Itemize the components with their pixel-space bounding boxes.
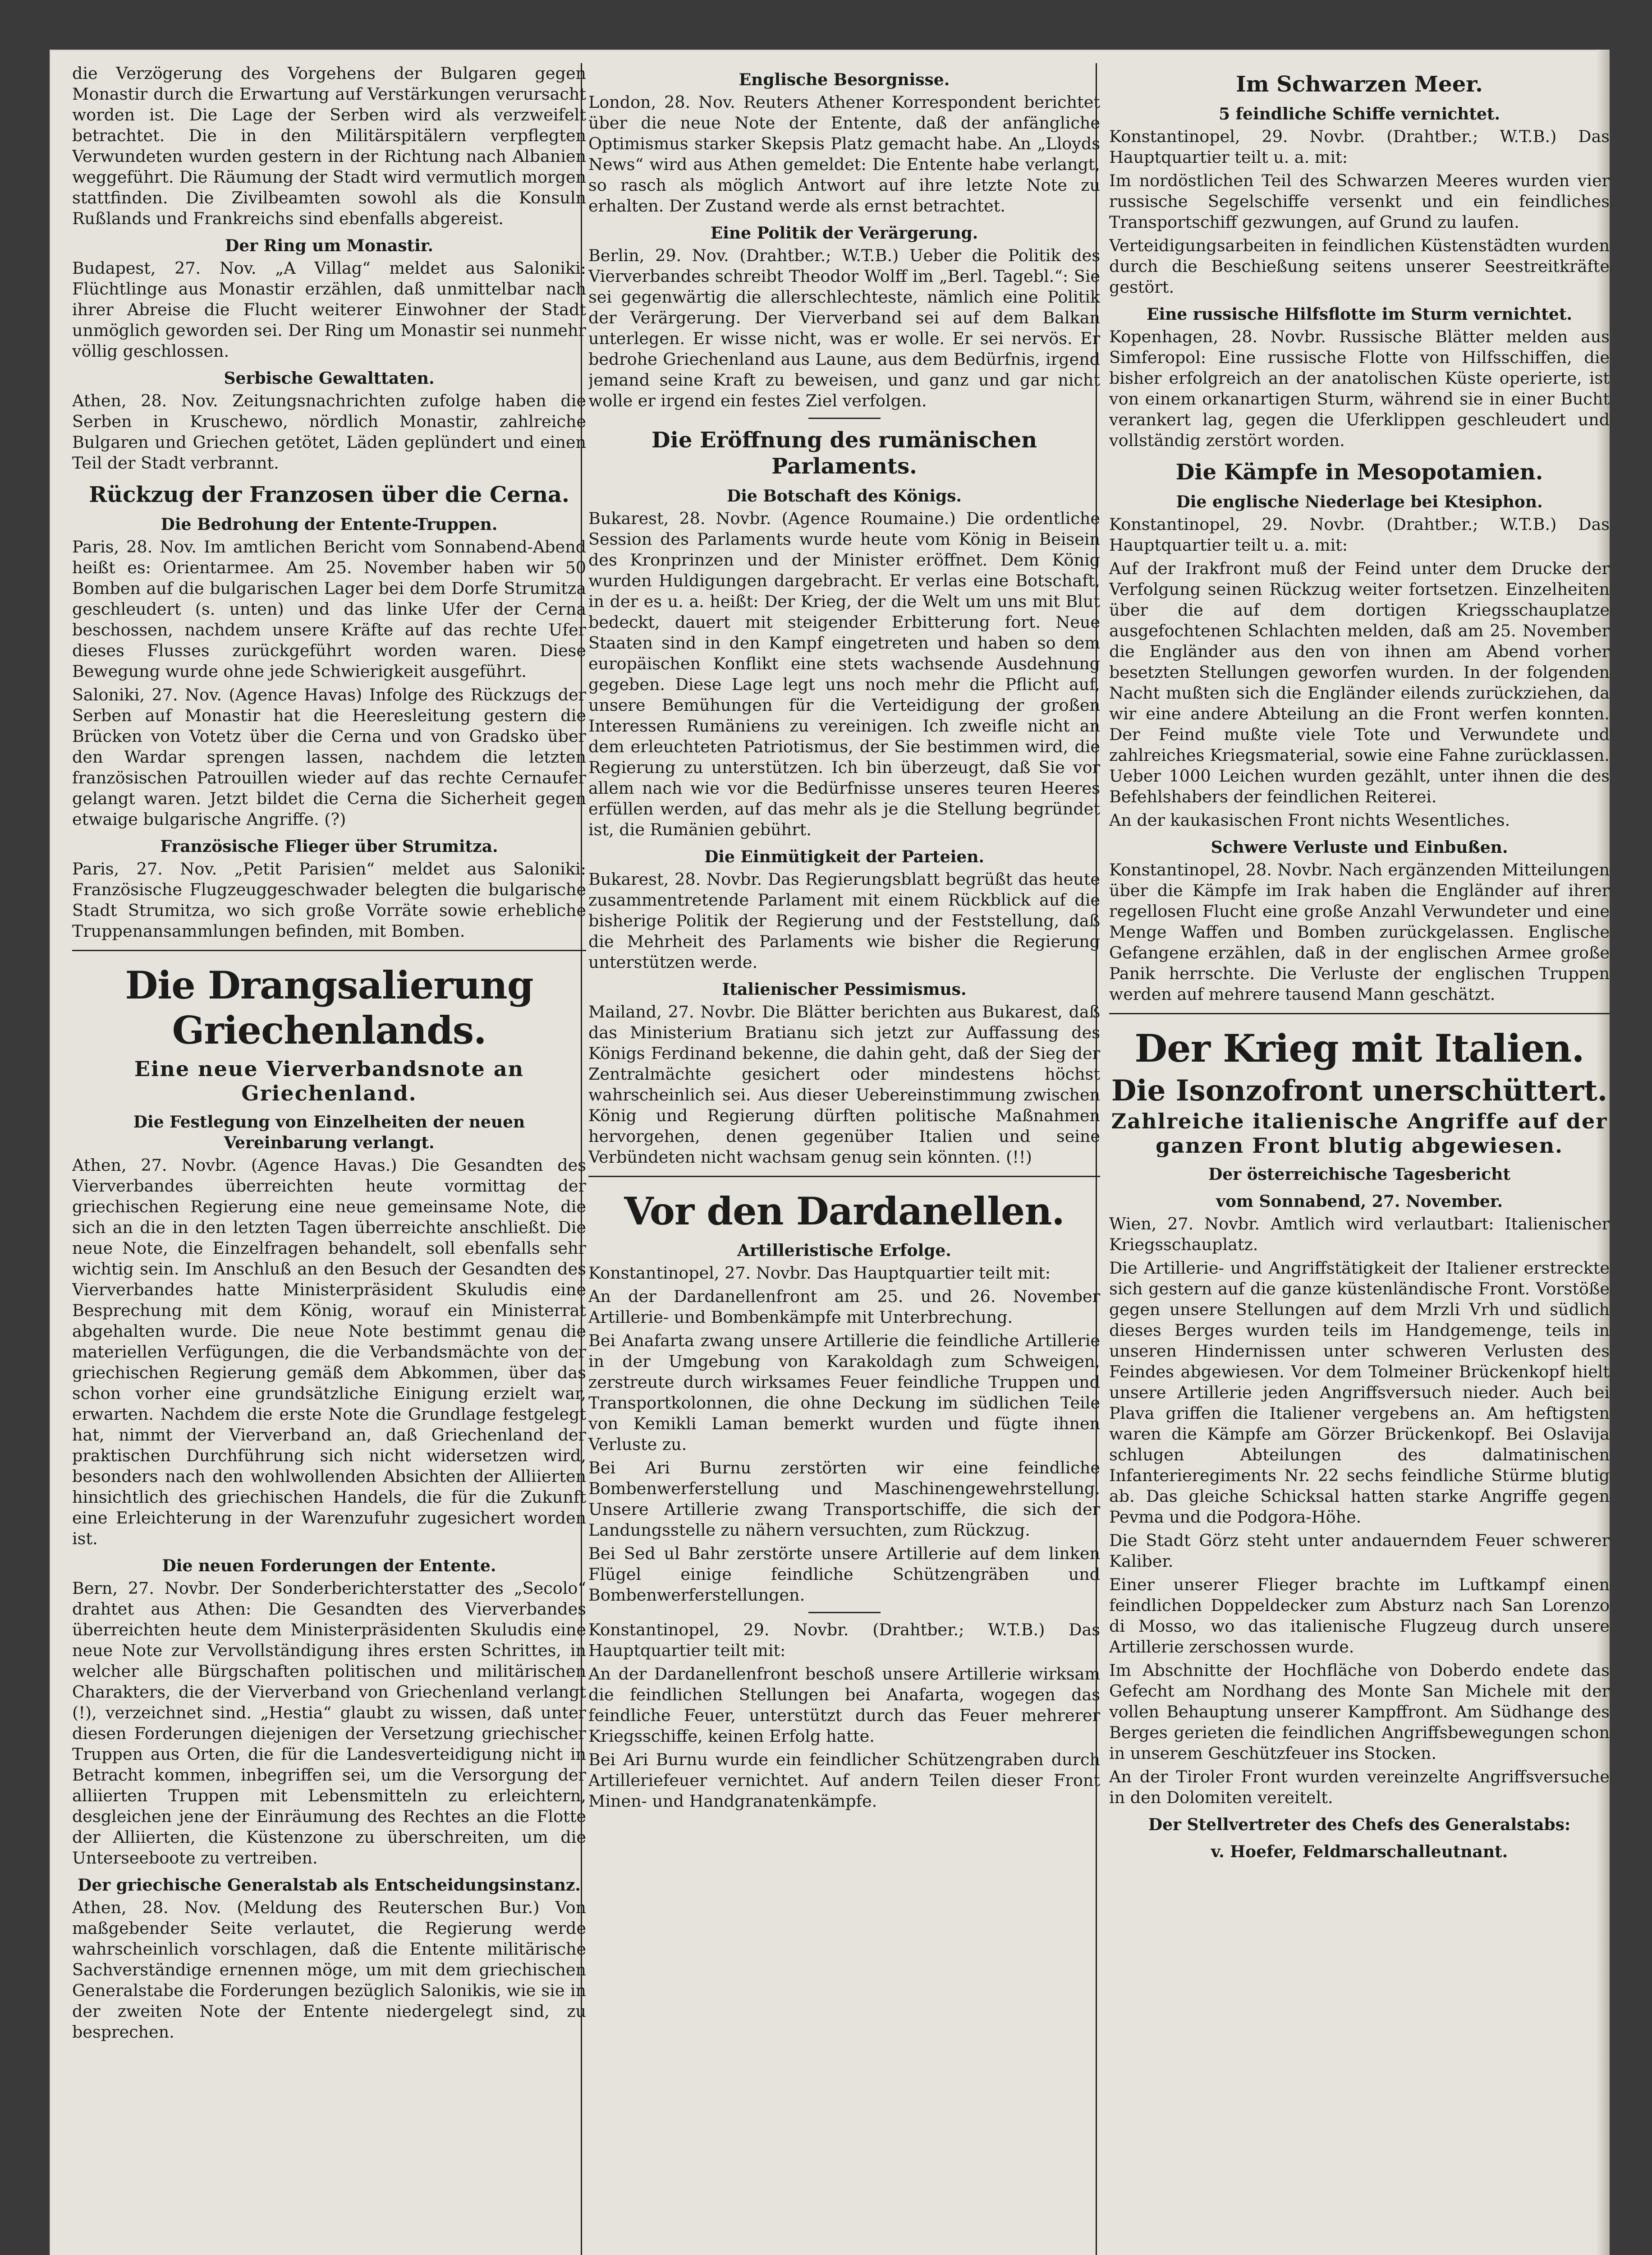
dardanellen-title: Vor den Dardanellen. <box>624 1189 1065 1233</box>
flotte-text: Kopenhagen, 28. Novbr. Russische Blätter melden aus Simferopol: Eine russische Flotte von Hilfsschiffen, die bisher erfolgreich an der anatolischen Küste operierte, ist von einem orkanartigen Sturm, während sie in einer Bucht verankert lag, gegen die Uferklippen geschleudert und vollständig zerstört worden. <box>1109 327 1610 450</box>
signature-line-2: v. Hoefer, Feldmarschalleutnant. <box>1211 1842 1508 1861</box>
dard-text-1: Konstantinopel, 27. Novbr. Das Hauptquartier teilt mit: <box>588 1263 1051 1283</box>
threat-heading: Die Bedrohung der Entente-Truppen. <box>161 515 498 534</box>
rum-heading: Die Eröffnung des rumänischen Parlaments. <box>652 428 1037 479</box>
dard-text-2: An der Dardanellenfront am 25. und 26. November Artillerie- und Bombenkämpfe mit Unterbrechung. <box>588 1287 1100 1327</box>
it-text-6: An der Tiroler Front wurden vereinzelte Angriffsversuche in den Dolomiten vereitelt. <box>1109 1767 1610 1807</box>
retreat-heading: Rückzug der Franzosen über die Cerna. <box>89 482 569 507</box>
pol-text: Berlin, 29. Nov. (Drahtber.; W.T.B.) Ueber die Politik des Vierverbandes schreibt Theodor Wolff im „Berl. Tagebl.“: Sie sei gegenwärtig die allerschlechteste, nämlich eine Politik der Verärgerung. Der Vierverband sei auf dem Balkan unterlegen. Er wisse nicht, was er wolle. Er sei nervös. Er bedrohe Griechenland aus Laune, aus dem Bedürfnis, irgend jemand seine Kraft zu beweisen, und ganz und gar nicht wolle er irgend ein festes Ziel verfolgen. <box>588 246 1100 410</box>
meso-text-3: An der kaukasischen Front nichts Wesentliches. <box>1109 810 1510 830</box>
meso-heading: Die Kämpfe in Mesopotamien. <box>1175 460 1543 485</box>
meer-subheading: 5 feindliche Schiffe vernichtet. <box>1218 105 1501 124</box>
flieger-text: Paris, 27. Nov. „Petit Parisien“ meldet aus Saloniki: Französische Flugzeuggeschwader belegten die bulgarische Stadt Strumitza, wo sich große Vorräte sowie erhebliche Truppenansammlungen befinden, mit Bomben. <box>72 859 586 941</box>
signature-line-1: Der Stellvertreter des Chefs des Generalstabs: <box>1148 1815 1571 1834</box>
oest-date: vom Sonnabend, 27. November. <box>1216 1192 1503 1211</box>
divider <box>72 950 586 951</box>
ein-heading: Die Einmütigkeit der Parteien. <box>704 847 984 866</box>
flieger-heading: Französische Flieger über Strumitza. <box>160 837 498 856</box>
ein-text: Bukarest, 28. Novbr. Das Regierungsblatt begrüßt das heute zusammentretende Parlament mit einem Rückblick auf die bisherige Politik der Regierung und der Feststellung, daß die Mehrheit des Parlaments wie bisher die Regierung unterstützen werde. <box>588 870 1100 972</box>
dard-text-3: Bei Anafarta zwang unsere Artillerie die feindliche Artillerie in der Umgebung von Karakoldagh zum Schweigen, zerstreute durch wirksames Feuer feindliche Truppen und Transportkolonnen, die ohne Deckung im südlichen Teile von Kemikli Laman bemerkt wurden und fügte ihnen Verluste zu. <box>588 1331 1100 1454</box>
meso-text-2: Auf der Irakfront muß der Feind unter dem Drucke der Verfolgung seinen Rückzug weiter fortsetzen. Einzelheiten über die auf dem dortigen Kriegsschauplatze ausgefochtenen Schlachten melden, daß am 25. November die Engländer aus den von ihnen am Abend vorher besetzten Stellungen geworfen wurden. In der folgenden Nacht mußten sich die Engländer eilends zurückziehen, da wir eine andere Abteilung an die Front werfen konnten. Der Feind mußte viele Tote und Verwundete und zahlreiches Kriegsmaterial, sowie eine Fahne zurücklassen. Ueber 1000 Leichen wurden gezählt, unter ihnen die des Befehlshabers der feindlichen Reiterei. <box>1109 559 1610 806</box>
pol-heading: Eine Politik der Verärgerung. <box>710 224 978 243</box>
neue-heading: Die neuen Forderungen der Entente. <box>162 1556 496 1575</box>
column-3 <box>1109 63 1610 2255</box>
oest-heading: Der österreichische Tagesbericht <box>1208 1165 1510 1184</box>
dard-text-7: An der Dardanellenfront beschoß unsere Artillerie wirksam die feindlichen Stellungen bei Anafarta, wogegen das feindliche Feuer, unterstützt durch das Feuer mehrerer Kriegsschiffe, keinen Erfolg hatte. <box>588 1664 1100 1746</box>
divider <box>808 1612 881 1613</box>
divider <box>588 1176 1100 1177</box>
schwer-heading: Schwere Verluste und Einbußen. <box>1211 838 1508 857</box>
dard-text-4: Bei Ari Burnu zerstörten wir eine feindliche Bombenwerferstellung und Maschinengewehrstellung. Unsere Artillerie zwang Transportschiffe, die sich der Landungsstelle zu nähern versuchten, zum Rückzug. <box>588 1458 1100 1540</box>
serb-text: Athen, 28. Nov. Zeitungsnachrichten zufolge haben die Serben in Kruschewo, nördlich Monastir, zahlreiche Bulgaren und Griechen getötet, Läden geplündert und einen Teil der Stadt verbrannt. <box>72 391 586 473</box>
column-2 <box>588 63 1100 2255</box>
krieg-title: Der Krieg mit Italien. <box>1134 1026 1584 1071</box>
intro-text: die Verzögerung des Vorgehens der Bulgaren gegen Monastir durch die Erwartung auf Verstärkungen verursacht worden ist. Die Lage der Serben wird als verzweifelt betrachtet. Die in den Militärspitälern verpflegten Verwundeten wurden gestern in der Richtung nach Albanien weggeführt. Die Räumung der Stadt wird vermutlich morgen stattfinden. Die Zivilbeamten sowohl als die Konsuln Rußlands und Frankreichs sind ebenfalls abgereist. <box>72 64 586 228</box>
column-1 <box>72 63 586 2255</box>
zahl-heading: Zahlreiche italienische Angriffe auf der ganzen Front blutig abgewiesen. <box>1111 1109 1608 1158</box>
meer-text-2: Im nordöstlichen Teil des Schwarzen Meeres wurden vier russische Segelschiffe versenkt und ein feindliches Transportschiff gezwungen, auf Grund zu laufen. <box>1109 171 1610 232</box>
dard-text-5: Bei Sed ul Bahr zerstörte unsere Artillerie auf dem linken Flügel einige feindliche Schützengräben und Bombenwerferstellungen. <box>588 1544 1100 1605</box>
serb-heading: Serbische Gewalttaten. <box>224 369 435 388</box>
neue-text: Bern, 27. Novbr. Der Sonderberichterstatter des „Secolo“ drahtet aus Athen: Die Gesandten des Vierverbandes überreichten heute dem Ministerpräsidenten Skuludis eine neue Note zur Vervollständigung ihres ersten Schrittes, in welcher alle Bürgschaften politischen und militärischen Charakters, die der Vierverband von Griechenland verlangt (!), verzeichnet sind. „Hestia“ glaubt zu wissen, daß unter diesen Forderungen diejenigen der Versetzung griechischer Truppen aus Orten, die für die Landesverteidigung nicht in Betracht kommen, inbegriffen sei, um die Versorgung der alliierten Truppen mit Lebensmitteln zu erleichtern, desgleichen jene der Einräumung des Rechtes an die Flotte der Alliierten, die Küstenzone zu überschreiten, um die Unterseeboote zu vertreiben. <box>72 1578 586 1868</box>
ring-text: Budapest, 27. Nov. „A Villag“ meldet aus Saloniki: Flüchtlinge aus Monastir erzählen, daß unmittelbar nach ihrer Abreise die Flucht weiterer Einwohner der Stadt unmöglich geworden sei. Der Ring um Monastir sei nunmehr völlig geschlossen. <box>72 258 586 361</box>
meer-text-3: Verteidigungsarbeiten in feindlichen Küstenstädten wurden durch die Beschießung seitens unserer Seestreitkräfte gestört. <box>1109 236 1610 297</box>
dard-text-6: Konstantinopel, 29. Novbr. (Drahtber.; W.T.B.) Das Hauptquartier teilt mit: <box>588 1620 1100 1660</box>
eng-heading: Englische Besorgnisse. <box>739 70 950 89</box>
ring-heading: Der Ring um Monastir. <box>225 236 434 255</box>
dard-text-8: Bei Ari Burnu wurde ein feindlicher Schützengraben durch Artilleriefeuer vernichtet. Auf andern Teilen dieser Front Minen- und Handgranatenkämpfe. <box>588 1750 1100 1811</box>
meer-heading: Im Schwarzen Meer. <box>1236 72 1483 97</box>
meer-text-1: Konstantinopel, 29. Novbr. (Drahtber.; W.T.B.) Das Hauptquartier teilt u. a. mit: <box>1109 127 1610 167</box>
eng-text: London, 28. Nov. Reuters Athener Korrespondent berichtet über die neue Note der Entente, daß der anfängliche Optimismus starker Skepsis Platz gemacht habe. An „Lloyds News“ wird aus Athen gemeldet: Die Entente habe verlangt, so rasch als möglich Antwort auf ihre letzte Note zu erhalten. Der Zustand werde als ernst betrachtet. <box>588 92 1100 216</box>
ital-heading: Italienischer Pessimismus. <box>722 980 967 999</box>
it-text-4: Einer unserer Flieger brachte im Luftkampf einen feindlichen Doppeldecker zum Absturz nach San Lorenzo di Mosso, wo das italienische Flugzeug durch unsere Artillerie zerschossen wurde. <box>1109 1575 1610 1657</box>
ktes-heading: Die englische Niederlage bei Ktesiphon. <box>1176 492 1543 511</box>
schwer-text: Konstantinopel, 28. Novbr. Nach ergänzenden Mitteilungen über die Kämpfe im Irak haben die Engländer auf ihrer regellosen Flucht eine große Anzahl Verwundeter und eine Menge Waffen und Bomben zurückgelassen. Englische Gefangene erzählen, daß in der englischen Armee große Panik herrschte. Die Verluste der englischen Truppen werden auf mehrere tausend Mann geschätzt. <box>1109 860 1610 1004</box>
greece-subtitle: Eine neue Vierverbandsnote an Griechenland. <box>134 1057 524 1105</box>
artillerie-heading: Artilleristische Erfolge. <box>737 1241 951 1260</box>
divider <box>808 418 881 419</box>
it-text-1: Wien, 27. Novbr. Amtlich wird verlautbart: Italienischer Kriegsschauplatz. <box>1109 1214 1610 1254</box>
it-text-2: Die Artillerie- und Angriffstätigkeit der Italiener erstreckte sich gestern auf die ganze küstenländische Front. Vorstöße gegen unsere Stellungen auf dem Mrzli Vrh und südlich dieses Berges wurden teils im Handgemenge, teils in unseren Hindernissen unter schweren Verlusten des Feindes abgewiesen. Vor dem Tolmeiner Brückenkopf hielt unsere Artillerie jeden Angriffsversuch nieder. Auch bei Plava griffen die Italiener vergebens an. Am heftigsten waren die Kämpfe am Görzer Brückenkopf. Bei Oslavija schlugen Abteilungen des dalmatinischen Infanterieregiments Nr. 22 sechs feindliche Stürme blutig ab. Das gleiche Schicksal hatten starke Angriffe gegen Pevma und die Podgora-Höhe. <box>1109 1258 1610 1527</box>
ital-text: Mailand, 27. Novbr. Die Blätter berichten aus Bukarest, daß das Ministerium Bratianu sich jetzt zur Auffassung des Königs Ferdinand bekenne, die dahin geht, daß der Sieg der Zentralmächte gesichert oder mindestens höchst wahrscheinlich sei. Aus dieser Uebereinstimmung zwischen König und Regierung dürften politische Maßnahmen hervorgehen, denen gegenüber Italien und seine Verbündeten nicht wachsam genug sein könnten. (!!) <box>588 1002 1100 1167</box>
flotte-heading: Eine russische Hilfsflotte im Sturm vernichtet. <box>1147 305 1572 324</box>
bot-text: Bukarest, 28. Novbr. (Agence Roumaine.) Die ordentliche Session des Parlaments wurde heute vom König in Beisein des Kronprinzen und der Minister eröffnet. Dem König wurden Huldigungen dargebracht. Er verlas eine Botschaft, in der es u. a. heißt: Der Krieg, der die Welt um uns mit Blut bedeckt, dauert mit steigender Erbitterung fort. Neue Staaten sind in den Kampf eingetreten und haben so dem europäischen Konflikt eine stets wachsende Ausdehnung gegeben. Diese Lage legt uns noch mehr die Pflicht auf, unsere Bemühungen für die Verteidigung der großen Interessen Rumäniens zu vereinigen. Ich zweifle nicht an dem erleuchteten Patriotismus, der Sie bestimmen wird, die Regierung zu unterstützen. Ich bin überzeugt, daß Sie vor allem nach wie vor die Bedürfnisse unseres teuren Heeres erfüllen werden, auf das mehr als je die Stellung begründet ist, die Rumänien gebührt. <box>588 509 1100 839</box>
meso-text-1: Konstantinopel, 29. Novbr. (Drahtber.; W.T.B.) Das Hauptquartier teilt u. a. mit: <box>1109 515 1610 555</box>
isonzo-title: Die Isonzofront unerschüttert. <box>1111 1074 1608 1108</box>
it-text-3: Die Stadt Görz steht unter andauerndem Feuer schwerer Kaliber. <box>1109 1531 1610 1571</box>
threat-text-1: Paris, 28. Nov. Im amtlichen Bericht vom Sonnabend-Abend heißt es: Orientarmee. Am 25. November haben wir 50 Bomben auf die bulgarischen Lager bei dem Dorfe Strumitza geschleudert (s. unten) und das linke Ufer der Cerna beschossen, nachdem unsere Kräfte auf das rechte Ufer dieses Flusses zurückgeführt worden waren. Diese Bewegung wurde ohne jede Schwierigkeit ausgeführt. <box>72 537 586 681</box>
gen-text: Athen, 28. Nov. (Meldung des Reuterschen Bur.) Von maßgebender Seite verlautet, die Regierung werde wahrscheinlich vorschlagen, daß die Entente militärische Sachverständige ernennen möge, um mit dem griechischen Generalstabe die Forderungen bezüglich Salonikis, wie sie in der zweiten Note der Entente niedergelegt sind, zu besprechen. <box>72 1898 586 2042</box>
greece-title: Die Drangsalierung Griechenlands. <box>125 963 533 1053</box>
fest-heading: Die Festlegung von Einzelheiten der neuen Vereinbarung verlangt. <box>133 1113 525 1152</box>
it-text-5: Im Abschnitte der Hochfläche von Doberdo endete das Gefecht am Nordhang des Monte San Michele mit der vollen Behauptung unserer Kampffront. Am Südhange des Berges gerieten die feindlichen Angriffsbewegungen schon in unserem Geschützfeuer ins Stocken. <box>1109 1661 1610 1763</box>
threat-text-2: Saloniki, 27. Nov. (Agence Havas) Infolge des Rückzugs der Serben auf Monastir hat die Heeresleitung gestern die Brücken von Votetz über die Cerna und von Gradsko über den Wardar sprengen lassen, nachdem die letzten französischen Patrouillen wieder auf das rechte Cernaufer gelangt waren. Jetzt bildet die Cerna die Sicherheit gegen etwaige bulgarische Angriffe. (?) <box>72 685 586 829</box>
fest-text: Athen, 27. Novbr. (Agence Havas.) Die Gesandten des Vierverbandes überreichten heute vormittag der griechischen Regierung eine neue gemeinsame Note, die sich an die in den letzten Tagen überreichte anschließt. Die neue Note, die Einzelfragen behandelt, soll ebenfalls sehr wichtig sein. Im Anschluß an den Besuch der Gesandten des Vierverbandes hatte Ministerpräsident Skuludis eine Besprechung mit dem König, worauf ein Ministerrat abgehalten wurde. Die neue Note bestimmt genau die materiellen Verfügungen, die die Verbandsmächte von der griechischen Regierung gemäß dem Abkommen, über das schon vorher eine grundsätzliche Einigung erzielt war, erwarten. Nachdem die erste Note die Grundlage festgelegt hat, nimmt der Vierverband an, daß Griechenland der praktischen Durchführung sich nicht widersetzen wird, besonders nach den wohlwollenden Absichten der Alliierten hinsichtlich des griechischen Handels, die für die Zukunft eine Erleichterung in der Warenzufuhr zugesichert worden ist. <box>72 1155 586 1548</box>
gen-heading: Der griechische Generalstab als Entscheidungsinstanz. <box>78 1876 581 1895</box>
divider <box>1109 1013 1610 1014</box>
bot-heading: Die Botschaft des Königs. <box>727 487 962 506</box>
